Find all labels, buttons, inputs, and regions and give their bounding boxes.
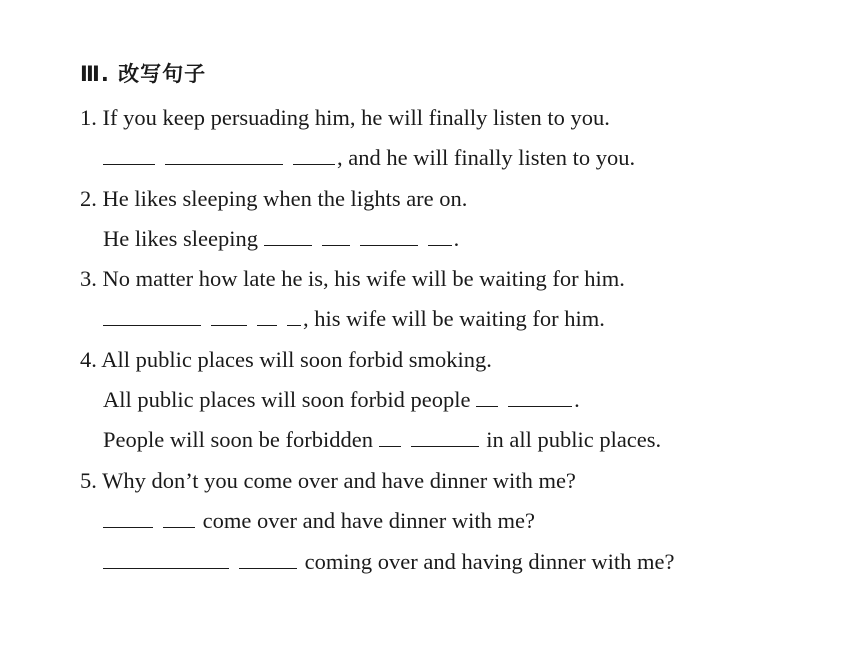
rewrite-text-after: , his wife will be waiting for him. (303, 306, 605, 331)
rewrite-text-after: , and he will finally listen to you. (337, 145, 636, 170)
answer-blank[interactable] (428, 225, 452, 246)
rewrite-text-after: coming over and having dinner with me? (299, 549, 675, 574)
answer-blank[interactable] (264, 225, 312, 246)
answer-blank[interactable] (322, 225, 350, 246)
rewrite-2a (103, 225, 459, 253)
rewrite-text-after: come over and have dinner with me? (197, 508, 535, 533)
rewrite-4b (103, 426, 661, 454)
answer-blank[interactable] (239, 548, 297, 569)
question-2 (80, 185, 467, 213)
question-number: 2. (80, 186, 97, 211)
rewrite-1a (103, 144, 635, 172)
answer-blank[interactable] (165, 144, 283, 165)
answer-blank[interactable] (163, 507, 195, 528)
answer-blank[interactable] (476, 386, 498, 407)
rewrite-text-before: All public places will soon forbid people (103, 387, 477, 412)
original-sentence: All public places will soon forbid smoking. (101, 347, 492, 372)
answer-blank[interactable] (103, 305, 201, 326)
answer-blank[interactable] (508, 386, 572, 407)
answer-blank[interactable] (103, 507, 153, 528)
answer-blank[interactable] (287, 305, 301, 326)
answer-blank[interactable] (211, 305, 247, 326)
section-heading: Ⅲ. 改写句子 (80, 62, 207, 86)
rewrite-text-before: He likes sleeping (103, 226, 264, 251)
answer-blank[interactable] (379, 426, 401, 447)
question-number: 3. (80, 266, 97, 291)
question-4 (80, 346, 492, 374)
answer-blank[interactable] (257, 305, 277, 326)
answer-blank[interactable] (103, 144, 155, 165)
answer-blank[interactable] (411, 426, 479, 447)
question-number: 5. (80, 468, 97, 493)
rewrite-text-after: . (453, 226, 460, 251)
rewrite-text-after: in all public places. (480, 427, 662, 452)
rewrite-3a (103, 305, 605, 333)
original-sentence: Why don’t you come over and have dinner with me? (102, 468, 576, 493)
question-3 (80, 265, 625, 293)
question-1 (80, 104, 610, 132)
rewrite-4a (103, 386, 580, 414)
original-sentence: He likes sleeping when the lights are on. (102, 186, 468, 211)
question-number: 1. (80, 105, 97, 130)
question-number: 4. (80, 347, 97, 372)
original-sentence: If you keep persuading him, he will finally listen to you. (102, 105, 610, 130)
rewrite-5a (103, 507, 535, 535)
answer-blank[interactable] (103, 548, 229, 569)
question-5 (80, 467, 576, 495)
original-sentence: No matter how late he is, his wife will be waiting for him. (102, 266, 625, 291)
answer-blank[interactable] (360, 225, 418, 246)
rewrite-text-before: People will soon be forbidden (103, 427, 379, 452)
rewrite-text-after: . (574, 387, 580, 412)
rewrite-5b (103, 548, 675, 576)
answer-blank[interactable] (293, 144, 335, 165)
